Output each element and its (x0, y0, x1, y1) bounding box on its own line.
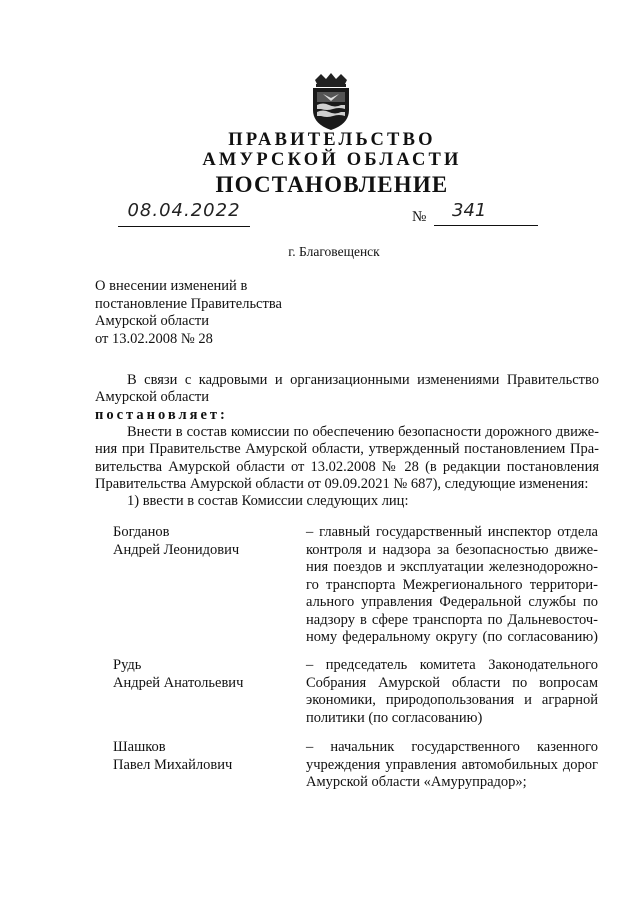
description-line: экономики, природопользования и аграрной (306, 692, 598, 708)
description-line: ному федеральному округу (по согласованию) (306, 629, 598, 645)
description-line: – главный государственный инспектор отдела (306, 524, 598, 540)
decree-word: постановляет: (95, 407, 228, 423)
preamble-line: Амурской области (95, 389, 209, 406)
description-line: надзору в сфере транспорта по Дальневосточ- (306, 611, 598, 628)
member-surname: Богданов (113, 524, 170, 540)
preamble-paragraph (95, 372, 599, 407)
main-text-line: Внести в состав комиссии по обеспечению безопасности дорожного движе- (127, 424, 599, 440)
number-label: № (412, 209, 427, 225)
city-line: г. Благовещенск (288, 244, 380, 259)
subject-line: постановление Правительства (95, 295, 282, 312)
amur-oblast-coat-of-arms-icon (307, 72, 355, 132)
main-text-line: ния при Правительстве Амурской области, утвержденный постановлением Пра- (95, 441, 599, 458)
description-line: учреждения управления автомобильных дорог (306, 756, 598, 773)
member-name (113, 739, 293, 774)
main-paragraph (95, 424, 599, 493)
member-description (306, 739, 598, 792)
member-surname: Шашков (113, 739, 166, 755)
document-number: 341 (434, 200, 538, 226)
subject-line: О внесении изменений в (95, 278, 248, 294)
description-line: контроля и надзора за безопасностью движе- (306, 541, 598, 558)
description-line: политики (по согласованию) (306, 709, 483, 726)
description-line: Собрания Амурской области по вопросам (306, 674, 598, 691)
document-type-title: ПОСТАНОВЛЕНИЕ (215, 172, 449, 197)
member-name (113, 524, 293, 559)
member-name (113, 657, 293, 692)
government-name-line1: ПРАВИТЕЛЬСТВО (228, 130, 436, 150)
member-surname: Рудь (113, 657, 142, 673)
description-line: – председатель комитета Законодательного (306, 657, 598, 673)
list-item-1: 1) ввести в состав Комиссии следующих лиц: (127, 493, 409, 509)
description-line: ального управления Федеральной службы по (306, 594, 598, 610)
member-description (306, 657, 598, 727)
description-line: го транспорта Межрегионального территори- (306, 576, 598, 593)
subject-line: Амурской области (95, 313, 209, 329)
document-date: 08.04.2022 (118, 200, 250, 227)
member-description (306, 524, 598, 647)
member-given-names: Андрей Анатольевич (113, 674, 244, 691)
description-line: ния поездов и эксплуатации железнодорожно- (306, 559, 598, 575)
main-text-line: Правительства Амурской области от 09.09.2021 № 687), следующие изменения: (95, 475, 589, 492)
preamble-line: В связи с кадровыми и организационными изменениями Правительство (127, 372, 599, 388)
main-text-line: вительства Амурской области от 13.02.2008 № 28 (в редакции постановления (95, 458, 599, 475)
member-given-names: Андрей Леонидович (113, 541, 240, 558)
description-line: Амурской области «Амурупрадор»; (306, 774, 527, 790)
member-given-names: Павел Михайлович (113, 756, 233, 773)
subject-line: от 13.02.2008 № 28 (95, 330, 213, 347)
government-name-line2: АМУРСКОЙ ОБЛАСТИ (202, 150, 462, 170)
description-line: – начальник государственного казенного (306, 739, 598, 755)
document-subject (95, 278, 325, 348)
